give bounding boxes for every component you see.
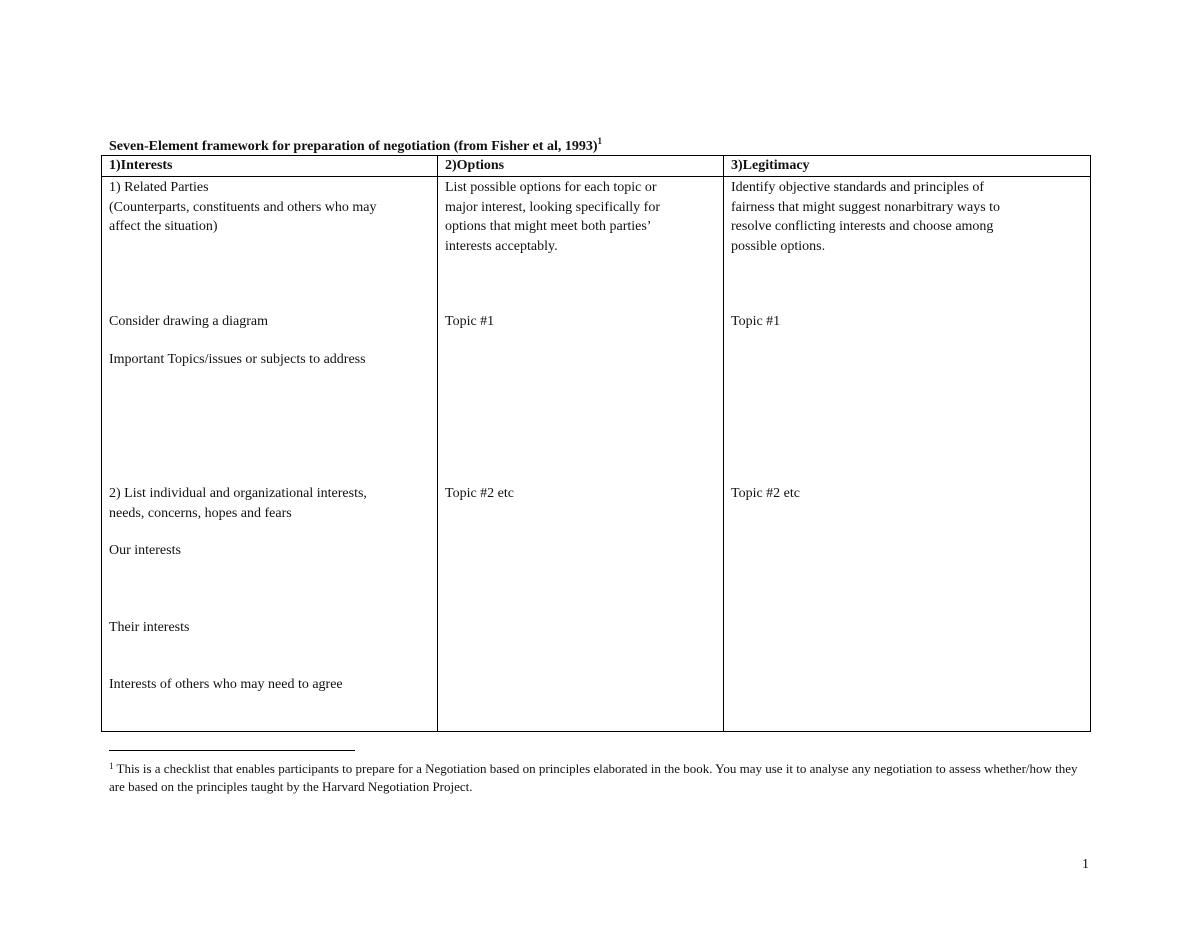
related-parties-detail: (Counterparts, constituents and others who may bbox=[109, 199, 377, 215]
options-topic-1: Topic #1 bbox=[445, 314, 495, 329]
options-intro bbox=[445, 178, 660, 256]
related-parties-label: 1) Related Parties bbox=[109, 180, 209, 195]
our-interests-label: Our interests bbox=[109, 543, 181, 558]
footnote-marker: 1 bbox=[109, 761, 114, 771]
footnote-separator bbox=[109, 750, 355, 751]
options-intro-line: major interest, looking specifically for bbox=[445, 199, 660, 215]
title-text: Seven-Element framework for preparation of negotiation (from Fisher et al, 1993) bbox=[109, 139, 598, 154]
header-interests: 1)Interests bbox=[109, 158, 173, 173]
their-interests-label: Their interests bbox=[109, 620, 190, 635]
list-interests-cell bbox=[109, 484, 367, 523]
column-divider bbox=[437, 156, 438, 731]
list-interests-label: needs, concerns, hopes and fears bbox=[109, 505, 292, 521]
legitimacy-intro-line: fairness that might suggest nonarbitrary ways to bbox=[731, 199, 1001, 215]
header-options: 2)Options bbox=[445, 158, 505, 173]
legitimacy-intro bbox=[731, 178, 1000, 256]
footnote-text: This is a checklist that enables participants to prepare for a Negotiation based on principles elaborated in the book. You may use it to analyse any negotiation to assess whether/how they are based on the principles taught by the Harvard Negotiation Project. bbox=[109, 761, 1078, 794]
topics-note: Important Topics/issues or subjects to address bbox=[109, 352, 366, 367]
header-legitimacy: 3)Legitimacy bbox=[731, 158, 810, 173]
related-parties-cell bbox=[109, 178, 377, 237]
options-intro-line: options that might meet both parties’ bbox=[445, 219, 652, 234]
column-divider bbox=[723, 156, 724, 731]
legitimacy-topic-1: Topic #1 bbox=[731, 314, 781, 329]
options-intro-line: interests acceptably. bbox=[445, 238, 558, 254]
framework-table bbox=[101, 155, 1091, 732]
document-title bbox=[109, 136, 602, 155]
legitimacy-topic-2: Topic #2 etc bbox=[731, 486, 800, 501]
others-interests-label: Interests of others who may need to agree bbox=[109, 677, 343, 692]
footnote bbox=[109, 757, 1094, 796]
options-topic-2: Topic #2 etc bbox=[445, 486, 514, 501]
options-intro-line: List possible options for each topic or bbox=[445, 180, 657, 195]
diagram-note: Consider drawing a diagram bbox=[109, 314, 269, 329]
list-interests-label: 2) List individual and organizational interests, bbox=[109, 486, 367, 501]
legitimacy-intro-line: Identify objective standards and principles of bbox=[731, 180, 985, 195]
related-parties-detail: affect the situation) bbox=[109, 219, 218, 234]
legitimacy-intro-line: resolve conflicting interests and choose among bbox=[731, 219, 994, 234]
legitimacy-intro-line: possible options. bbox=[731, 238, 826, 254]
header-divider bbox=[102, 176, 1090, 177]
page-number: 1 bbox=[1082, 857, 1089, 872]
title-footnote-ref: 1 bbox=[597, 136, 602, 146]
